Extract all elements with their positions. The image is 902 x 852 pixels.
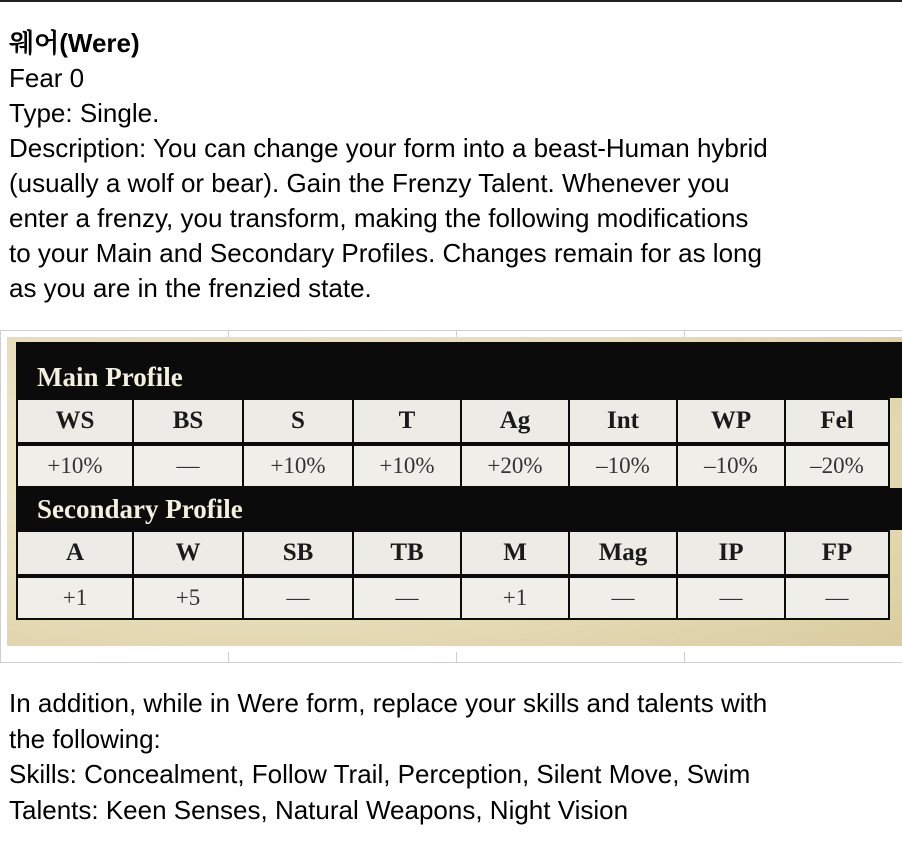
table-header-cell: S bbox=[242, 398, 354, 444]
divider bbox=[684, 652, 685, 662]
talent-footer bbox=[9, 686, 901, 828]
table-cell: +5 bbox=[132, 576, 244, 620]
main-profile-heading: Main Profile bbox=[16, 342, 902, 398]
profile-table bbox=[16, 342, 902, 620]
table-header-cell: M bbox=[460, 530, 570, 576]
table-cell: — bbox=[568, 576, 678, 620]
table-cell: — bbox=[784, 576, 890, 620]
table-cell: –10% bbox=[676, 444, 786, 488]
secondary-profile-heading: Secondary Profile bbox=[16, 488, 902, 530]
description-line: as you are in the frenzied state. bbox=[9, 273, 372, 303]
table-cell: –20% bbox=[784, 444, 890, 488]
table-cell: +20% bbox=[460, 444, 570, 488]
table-cell: +10% bbox=[352, 444, 462, 488]
table-header-cell: FP bbox=[784, 530, 890, 576]
talent-header bbox=[9, 26, 901, 306]
table-header-cell: Ag bbox=[460, 398, 570, 444]
table-header-cell: W bbox=[132, 530, 244, 576]
table-cell: — bbox=[676, 576, 786, 620]
main-profile-header-row bbox=[16, 398, 902, 444]
description-line: (usually a wolf or bear). Gain the Frenzy Talent. Whenever you bbox=[9, 168, 730, 198]
table-header-cell: A bbox=[16, 530, 134, 576]
talents-line: Talents: Keen Senses, Natural Weapons, Night Vision bbox=[9, 794, 629, 825]
type-line: Type: Single. bbox=[9, 98, 160, 128]
fear-line: Fear 0 bbox=[9, 63, 85, 93]
table-cell: +10% bbox=[242, 444, 354, 488]
divider bbox=[0, 331, 1, 662]
description-line: Description: You can change your form into a beast-Human hybrid bbox=[9, 133, 768, 163]
footer-line: In addition, while in Were form, replace your skills and talents with bbox=[9, 688, 768, 718]
divider bbox=[0, 330, 902, 331]
skills-line: Skills: Concealment, Follow Trail, Perception, Silent Move, Swim bbox=[9, 759, 751, 789]
footer-line: the following: bbox=[9, 723, 161, 754]
table-header-cell: WP bbox=[676, 398, 786, 444]
table-header-cell: Mag bbox=[568, 530, 678, 576]
divider bbox=[0, 662, 902, 663]
secondary-profile-header-row bbox=[16, 530, 902, 576]
divider bbox=[228, 652, 229, 662]
table-cell: — bbox=[242, 576, 354, 620]
table-header-cell: Fel bbox=[784, 398, 890, 444]
table-header-cell: SB bbox=[242, 530, 354, 576]
table-cell: –10% bbox=[568, 444, 678, 488]
table-cell: +1 bbox=[460, 576, 570, 620]
table-header-cell: WS bbox=[16, 398, 134, 444]
table-cell: — bbox=[132, 444, 244, 488]
divider bbox=[456, 652, 457, 662]
table-header-cell: T bbox=[352, 398, 462, 444]
description-line: enter a frenzy, you transform, making the following modifications bbox=[9, 203, 749, 233]
secondary-profile-value-row bbox=[16, 576, 902, 620]
table-cell: — bbox=[352, 576, 462, 620]
table-header-cell: Int bbox=[568, 398, 678, 444]
table-header-cell: TB bbox=[352, 530, 462, 576]
talent-title: 웨어(Were) bbox=[9, 28, 140, 58]
table-header-cell: IP bbox=[676, 530, 786, 576]
main-profile-value-row bbox=[16, 444, 902, 488]
description-line: to your Main and Secondary Profiles. Changes remain for as long bbox=[9, 238, 762, 268]
table-cell: +10% bbox=[16, 444, 134, 488]
table-header-cell: BS bbox=[132, 398, 244, 444]
table-cell: +1 bbox=[16, 576, 134, 620]
top-border bbox=[0, 0, 902, 2]
